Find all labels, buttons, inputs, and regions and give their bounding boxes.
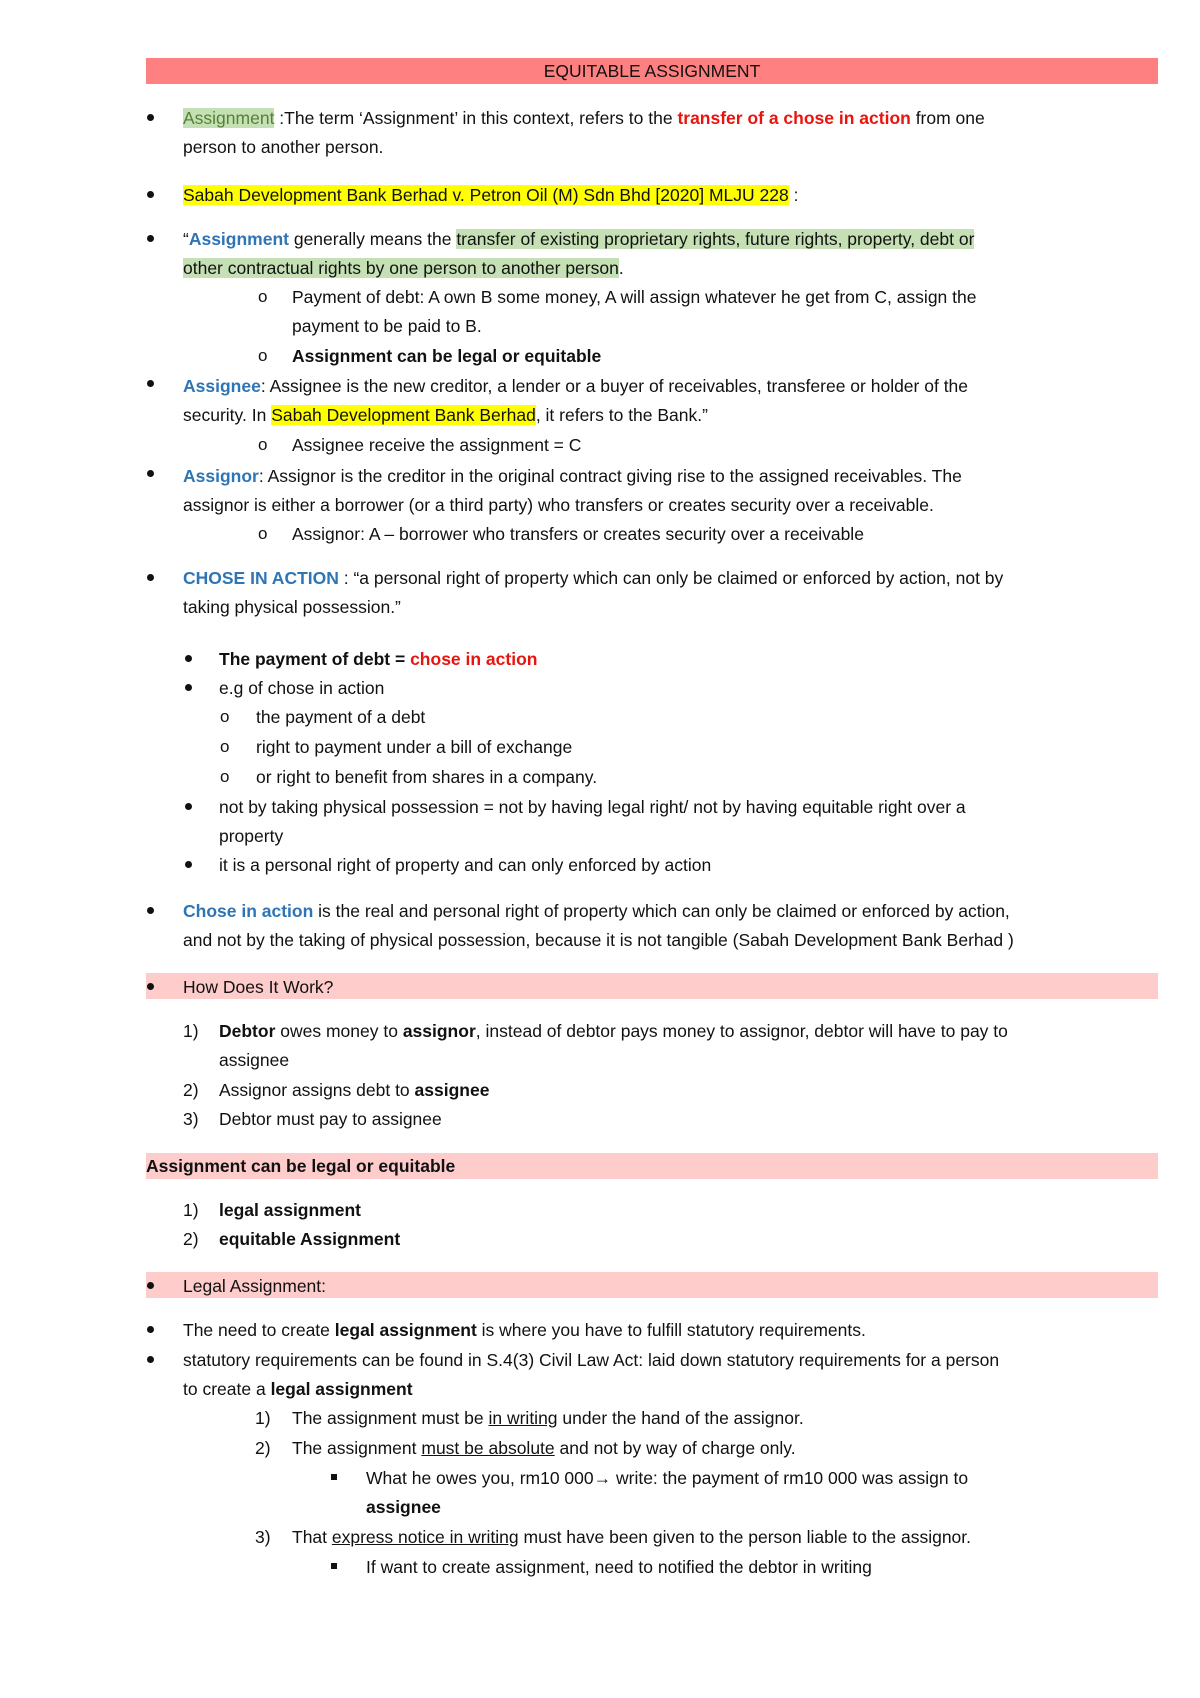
paragraph-line: security. In Sabah Development Bank Berhad, it refers to the Bank.” <box>183 405 708 425</box>
paragraph-chose-in-action-2: Chose in action is the real and personal right of property which can only be claimed or enforced by action, <box>183 901 1010 921</box>
bullet <box>147 380 154 387</box>
paragraph-line: assignor is either a borrower (or a third party) who transfers or creates security over a receivable. <box>183 495 934 515</box>
bullet <box>147 907 154 914</box>
list-number: 3) <box>183 1109 199 1129</box>
paragraph-line: and not by the taking of physical possession, because it is not tangible (Sabah Development Bank Berhad ) <box>183 930 1014 950</box>
paragraph-assignment: Assignment :The term ‘Assignment’ in this context, refers to the transfer of a chose in action from one <box>183 108 985 128</box>
o-bullet: o <box>258 435 268 454</box>
section-heading-legal: Legal Assignment: <box>183 1276 327 1296</box>
numbered-item: equitable Assignment <box>219 1229 401 1249</box>
list-number: 2) <box>255 1438 271 1458</box>
requirement-item: The assignment must be absolute and not by way of charge only. <box>292 1438 796 1458</box>
sub-item: right to payment under a bill of exchange <box>256 737 573 757</box>
bullet <box>185 861 192 868</box>
o-bullet: o <box>220 767 230 786</box>
bullet <box>185 684 192 691</box>
bullet <box>147 1326 154 1333</box>
paragraph-line: other contractual rights by one person to another person. <box>183 258 624 278</box>
bullet <box>147 1356 154 1363</box>
numbered-item: Debtor must pay to assignee <box>219 1109 442 1129</box>
bullet <box>147 574 154 581</box>
numbered-item-line: assignee <box>219 1050 290 1070</box>
bullet <box>147 1282 154 1289</box>
page-title: EQUITABLE ASSIGNMENT <box>543 61 761 81</box>
bullet <box>147 470 154 477</box>
bullet <box>147 235 154 242</box>
paragraph-definition: “Assignment generally means the transfer of existing proprietary rights, future rights, property, debt or <box>183 229 975 249</box>
paragraph-line: taking physical possession.” <box>183 597 401 617</box>
sub-item-line: payment to be paid to B. <box>292 316 482 336</box>
numbered-item: Debtor owes money to assignor, instead of debtor pays money to assignor, debtor will have to pay to <box>219 1021 1008 1041</box>
paragraph-assignor: Assignor: Assignor is the creditor in the original contract giving rise to the assigned receivables. The <box>183 466 962 486</box>
numbered-item: Assignor assigns debt to assignee <box>219 1080 490 1100</box>
list-item-line: property <box>219 826 284 846</box>
sub-item: the payment of a debt <box>256 707 426 727</box>
numbered-item: legal assignment <box>219 1200 361 1220</box>
list-item: it is a personal right of property and can only enforced by action <box>219 855 712 875</box>
square-bullet <box>331 1563 337 1569</box>
paragraph-legal: The need to create legal assignment is where you have to fulfill statutory requirements. <box>183 1320 866 1340</box>
o-bullet: o <box>220 737 230 756</box>
o-bullet: o <box>220 707 230 726</box>
case-citation: Sabah Development Bank Berhad v. Petron Oil (M) Sdn Bhd [2020] MLJU 228 : <box>183 185 799 205</box>
sub-item: Payment of debt: A own B some money, A will assign whatever he get from C, assign the <box>292 287 977 307</box>
section-heading-types: Assignment can be legal or equitable <box>146 1156 456 1176</box>
paragraph-legal: statutory requirements can be found in S.4(3) Civil Law Act: laid down statutory requirements for a person <box>183 1350 1000 1370</box>
term-assignment: Assignment <box>183 108 275 128</box>
requirement-item: That express notice in writing must have been given to the person liable to the assignor. <box>292 1527 972 1547</box>
list-number: 2) <box>183 1229 199 1249</box>
requirement-sub-item: If want to create assignment, need to notified the debtor in writing <box>366 1557 872 1577</box>
o-bullet: o <box>258 287 268 306</box>
list-number: 3) <box>255 1527 271 1547</box>
bullet <box>147 983 154 990</box>
list-item: not by taking physical possession = not by having legal right/ not by having equitable right over a <box>219 797 966 817</box>
sub-item: Assignee receive the assignment = C <box>292 435 582 455</box>
sub-item: or right to benefit from shares in a company. <box>256 767 598 787</box>
list-number: 1) <box>183 1021 199 1041</box>
paragraph-chose-in-action: CHOSE IN ACTION : “a personal right of property which can only be claimed or enforced by action, not by <box>183 568 1004 588</box>
bullet <box>185 655 192 662</box>
square-bullet <box>331 1474 337 1480</box>
requirement-sub-item-line: assignee <box>366 1497 441 1517</box>
list-number: 1) <box>183 1200 199 1220</box>
requirement-sub-item: What he owes you, rm10 000→ write: the payment of rm10 000 was assign to <box>366 1468 969 1488</box>
sub-item: Assignor: A – borrower who transfers or creates security over a receivable <box>292 524 864 544</box>
section-heading-how: How Does It Work? <box>183 977 334 997</box>
list-number: 2) <box>183 1080 199 1100</box>
sub-item: Assignment can be legal or equitable <box>292 346 602 366</box>
list-item: e.g of chose in action <box>219 678 385 698</box>
bullet <box>147 191 154 198</box>
o-bullet: o <box>258 524 268 543</box>
bullet <box>185 803 192 810</box>
paragraph-line: person to another person. <box>183 137 384 157</box>
requirement-item: The assignment must be in writing under the hand of the assignor. <box>292 1408 804 1428</box>
o-bullet: o <box>258 346 268 365</box>
paragraph-assignee: Assignee: Assignee is the new creditor, a lender or a buyer of receivables, transferee or holder of the <box>183 376 969 396</box>
list-number: 1) <box>255 1408 271 1428</box>
arrow-right-icon: → <box>593 1468 612 1488</box>
list-item: The payment of debt = chose in action <box>219 649 538 669</box>
bullet <box>147 114 154 121</box>
paragraph-line: to create a legal assignment <box>183 1379 413 1399</box>
